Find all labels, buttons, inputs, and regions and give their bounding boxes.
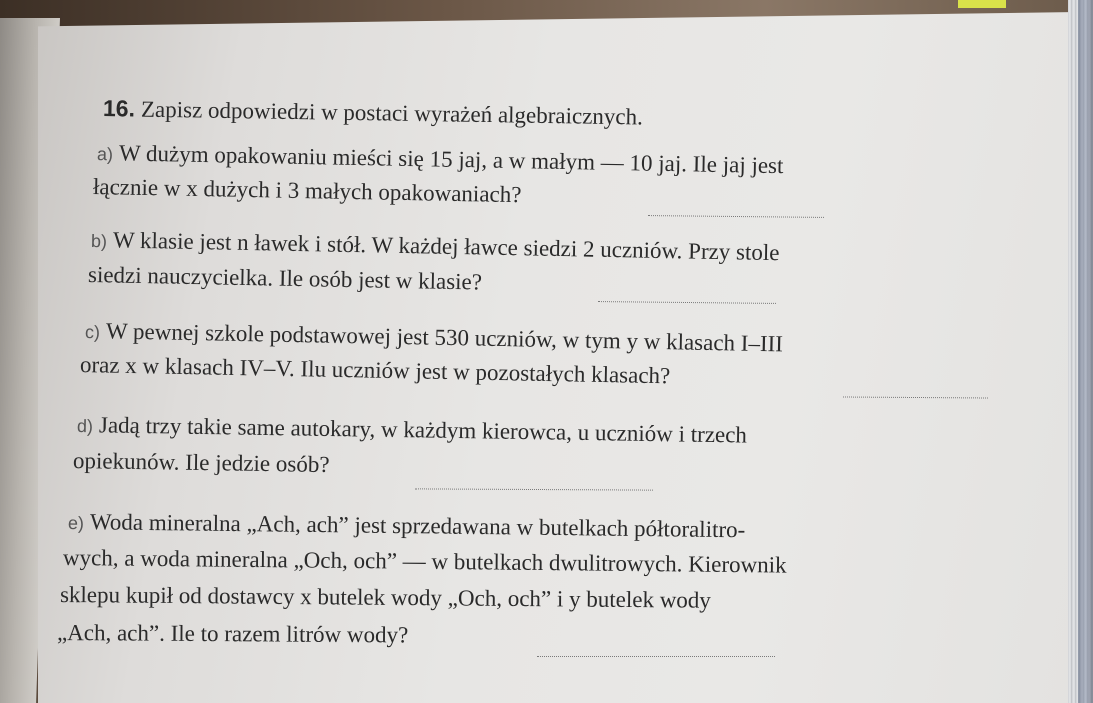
- item-e-label: e): [67, 513, 85, 534]
- item-c-text-2: oraz x w klasach IV–V. Ilu uczniów jest w pozostałych klasach?: [79, 352, 671, 389]
- item-d-label: d): [76, 416, 94, 437]
- item-d-line-2: [73, 448, 330, 478]
- item-e-text-4: „Ach, ach”. Ile to razem litrów wody?: [56, 620, 409, 648]
- item-a-label: a): [96, 144, 114, 165]
- item-e-answer-line[interactable]: [537, 656, 775, 657]
- yellow-bookmark-tab: [958, 0, 1006, 8]
- item-b-text-1: W klasie jest n ławek i stół. W każdej ławce siedzi 2 uczniów. Przy stole: [112, 227, 780, 266]
- item-e-text-3: sklepu kupił od dostawcy x butelek wody „Och, och” i y butelek wody: [59, 582, 711, 613]
- item-b-text-2: siedzi nauczycielka. Ile osób jest w klasie?: [87, 262, 483, 295]
- exercise-number: 16.: [102, 95, 136, 122]
- item-b-label: b): [90, 231, 108, 252]
- book-cover-edge: [1078, 0, 1093, 703]
- item-c-label: c): [84, 322, 101, 343]
- item-a-text-2: łącznie w x dużych i 3 małych opakowaniach?: [92, 174, 522, 208]
- item-c-text-1: W pewnej szkole podstawowej jest 530 uczniów, w tym y w klasach I–III: [105, 318, 784, 357]
- exercise-instruction: Zapisz odpowiedzi w postaci wyrażeń algebraicznych.: [140, 96, 644, 130]
- item-d-text-1: Jadą trzy takie same autokary, w każdym kierowca, u uczniów i trzech: [98, 412, 748, 448]
- item-e-line-4: [57, 620, 408, 648]
- item-e-text-2: wych, a woda mineralna „Och, och” — w butelkach dwulitrowych. Kierownik: [62, 545, 787, 578]
- item-d-text-2: opiekunów. Ile jedzie osób?: [72, 448, 330, 478]
- item-e-text-1: Woda mineralna „Ach, ach” jest sprzedawana w butelkach półtoralitro-: [89, 509, 746, 543]
- item-a-text-1: W dużym opakowaniu mieści się 15 jaj, a w małym — 10 jaj. Ile jaj jest: [118, 140, 784, 179]
